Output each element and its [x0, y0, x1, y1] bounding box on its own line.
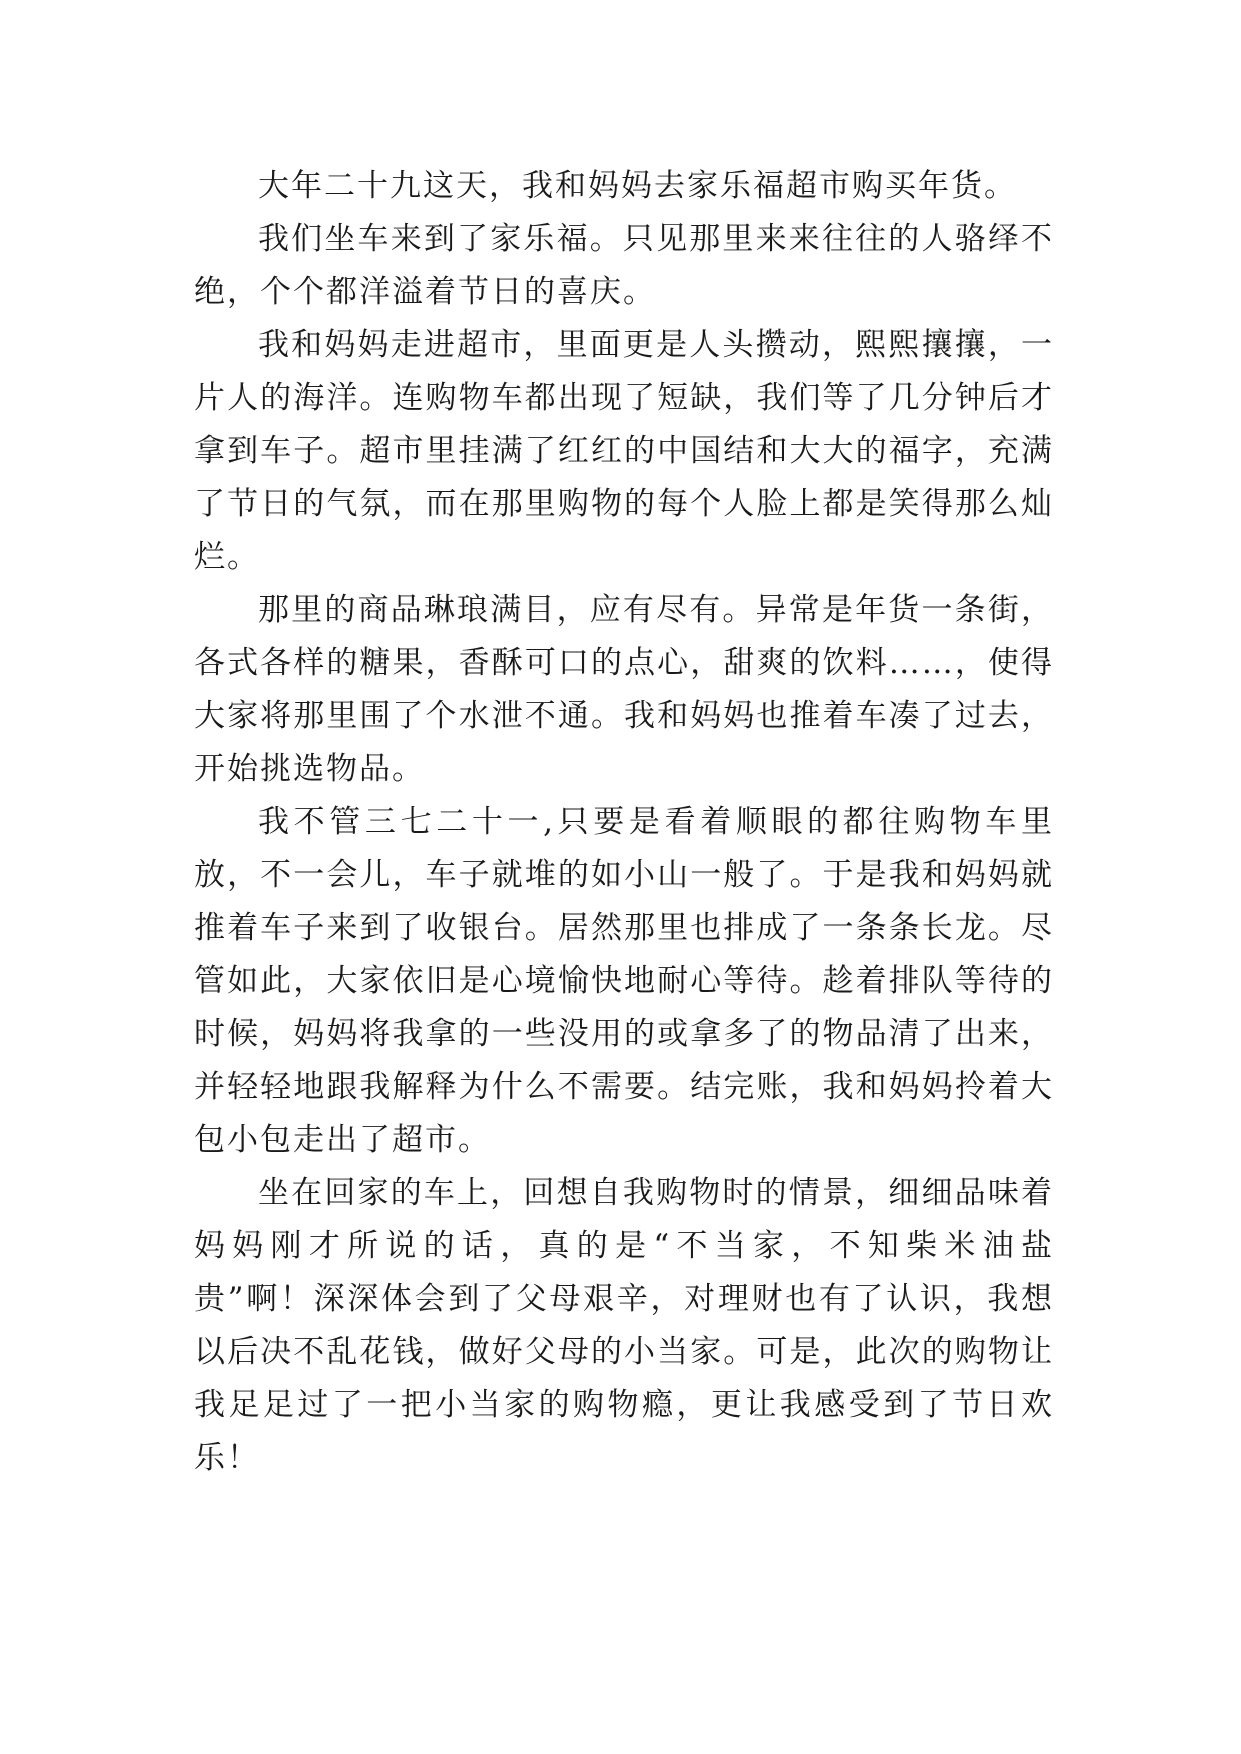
paragraph-3: 我和妈妈走进超市，里面更是人头攒动，熙熙攘攘，一片人的海洋。连购物车都出现了短缺，我们等了几分钟后才拿到车子。超市里挂满了红红的中国结和大大的福字，充满了节日的气氛，而在那里购物的每个人脸上都是笑得那么灿烂。	[194, 327, 1054, 575]
paragraph-5: 我不管三七二十一,只要是看着顺眼的都往购物车里放，不一会儿，车子就堆的如小山一般了。于是我和妈妈就推着车子来到了收银台。居然那里也排成了一条条长龙。尽管如此，大家依旧是心境愉快地耐心等待。趁着排队等待的时候，妈妈将我拿的一些没用的或拿多了的物品清了出来，并轻轻地跟我解释为什么不需要。结完账，我和妈妈拎着大包小包走出了超市。	[194, 804, 1054, 1158]
paragraph-4: 那里的商品琳琅满目，应有尽有。异常是年货一条街，各式各样的糖果，香酥可口的点心，甜爽的饮料……，使得大家将那里围了个水泄不通。我和妈妈也推着车凑了过去，开始挑选物品。	[194, 592, 1054, 787]
essay-body	[194, 160, 1054, 1485]
paragraph-1: 大年二十九这天，我和妈妈去家乐福超市购买年货。	[258, 168, 1017, 204]
paragraph-6: 坐在回家的车上，回想自我购物时的情景，细细品味着妈妈刚才所说的话，真的是“不当家，不知柴米油盐贵”啊！深深体会到了父母艰辛，对理财也有了认识，我想以后决不乱花钱，做好父母的小当家。可是，此次的购物让我足足过了一把小当家的购物瘾，更让我感受到了节日欢乐！	[194, 1175, 1054, 1476]
paragraph-2: 我们坐车来到了家乐福。只见那里来来往往的人骆绎不绝，个个都洋溢着节日的喜庆。	[194, 221, 1054, 310]
